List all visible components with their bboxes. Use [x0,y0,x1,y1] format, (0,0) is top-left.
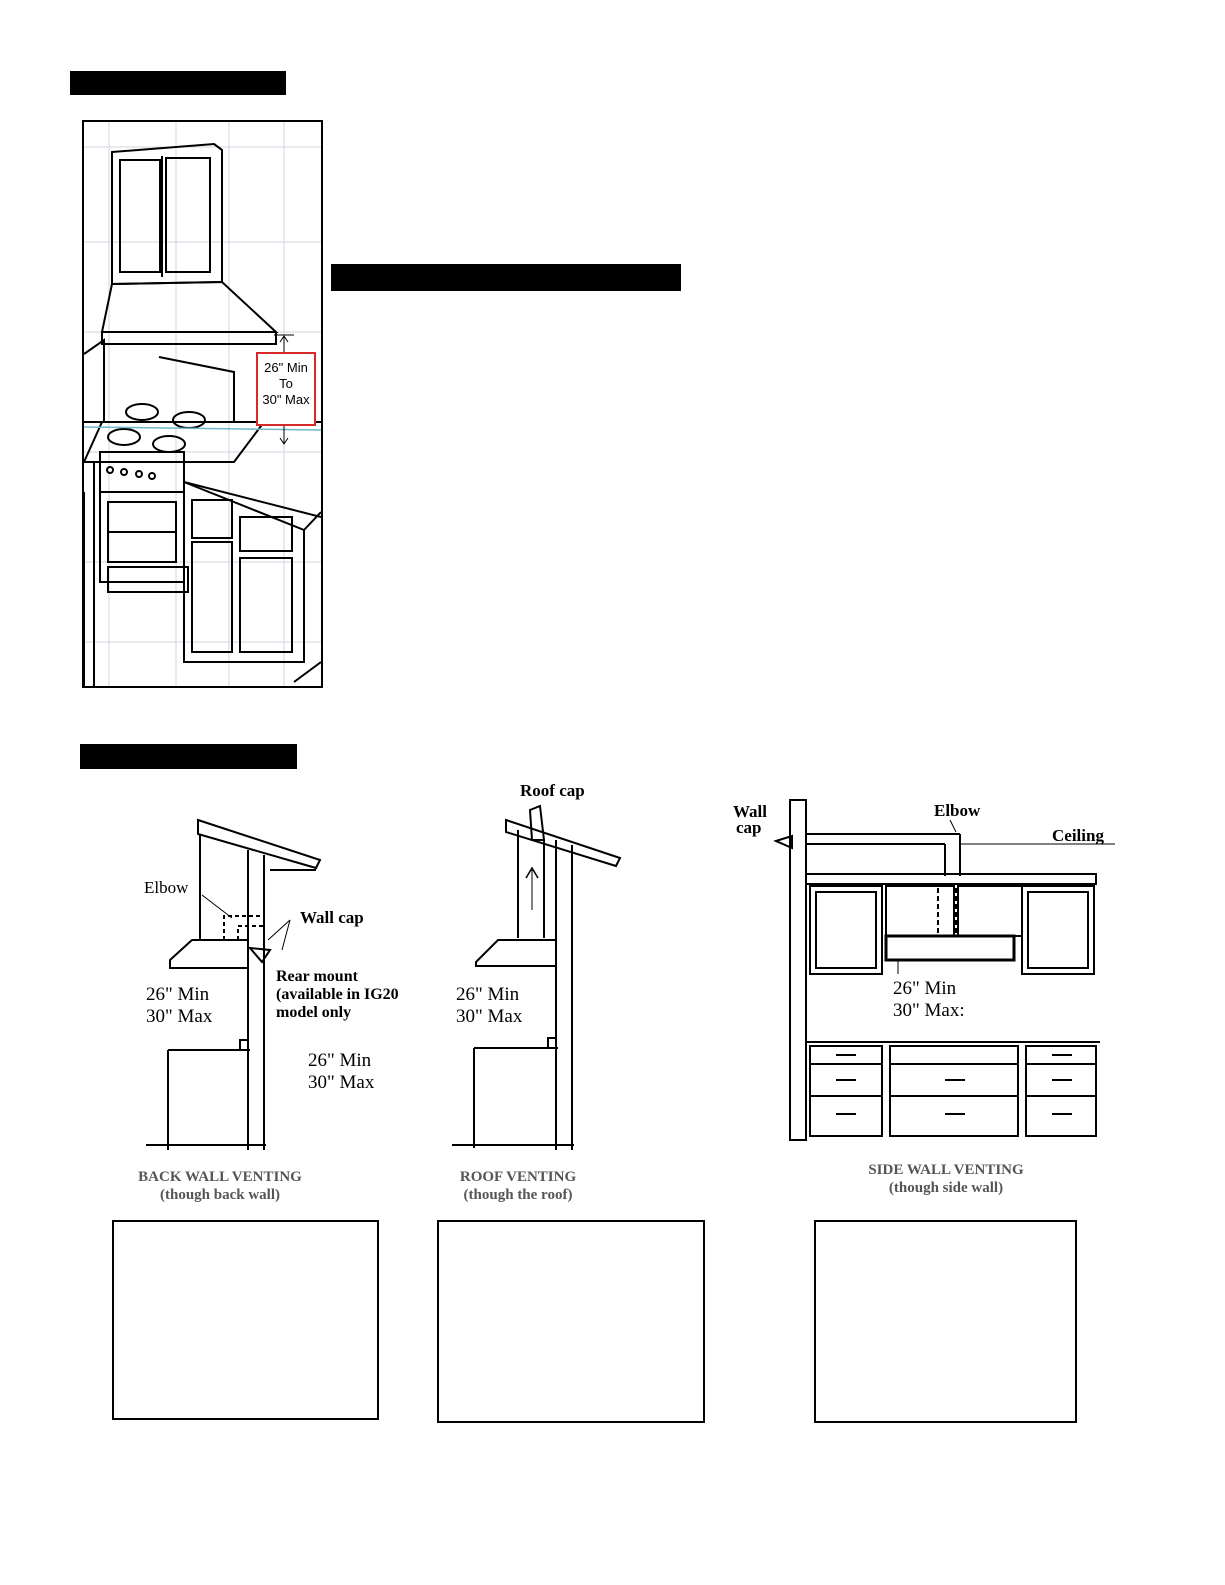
side-wall-ceiling-label: Ceiling [1052,826,1104,845]
side-wall-caption-2: (though side wall) [888,1180,1004,1196]
clearance-line-2: To [279,376,293,391]
side-wall-clearance-b: 30" Max: [893,1000,965,1021]
back-wall-clearance-1a: 26" Min [146,984,210,1005]
back-wall-note-box [112,1220,379,1420]
back-wall-wall-cap-label: Wall cap [300,908,364,927]
redacted-heading-2 [331,264,681,291]
clearance-line-3: 30" Max [262,392,310,407]
side-wall-elbow-label: Elbow [934,801,981,820]
back-wall-rear-mount-2: (available in IG20 [276,986,399,1003]
redacted-heading-3 [80,744,297,769]
clearance-line-1: 26" Min [264,360,308,375]
roof-clearance-a: 26" Min [456,984,520,1005]
installation-illustration [82,120,323,688]
roof-clearance-b: 30" Max [456,1006,523,1027]
redacted-heading-1 [70,71,286,95]
back-wall-caption-1: BACK WALL VENTING [138,1169,302,1185]
back-wall-clearance-1b: 30" Max [146,1006,213,1027]
side-wall-clearance-a: 26" Min [893,978,957,999]
back-wall-rear-mount-1: Rear mount [276,968,358,985]
side-wall-cap-label-2: cap [736,818,762,837]
back-wall-caption-2: (though back wall) [159,1187,281,1203]
roof-caption-1: ROOF VENTING [459,1169,577,1185]
side-wall-venting-drawing [770,796,1110,1146]
roof-cap-label: Roof cap [520,781,585,800]
back-wall-clearance-2b: 30" Max [308,1072,375,1093]
back-wall-elbow-label: Elbow [144,878,189,897]
back-wall-rear-mount-3: model only [276,1004,352,1021]
roof-note-box [437,1220,705,1423]
back-wall-clearance-2a: 26" Min [308,1050,372,1071]
side-wall-caption-1: SIDE WALL VENTING [868,1162,1024,1178]
side-wall-cap-label-1: Wall [733,802,768,821]
roof-venting-drawing [448,800,648,1160]
roof-caption-2: (though the roof) [463,1187,573,1203]
side-wall-note-box [814,1220,1077,1423]
